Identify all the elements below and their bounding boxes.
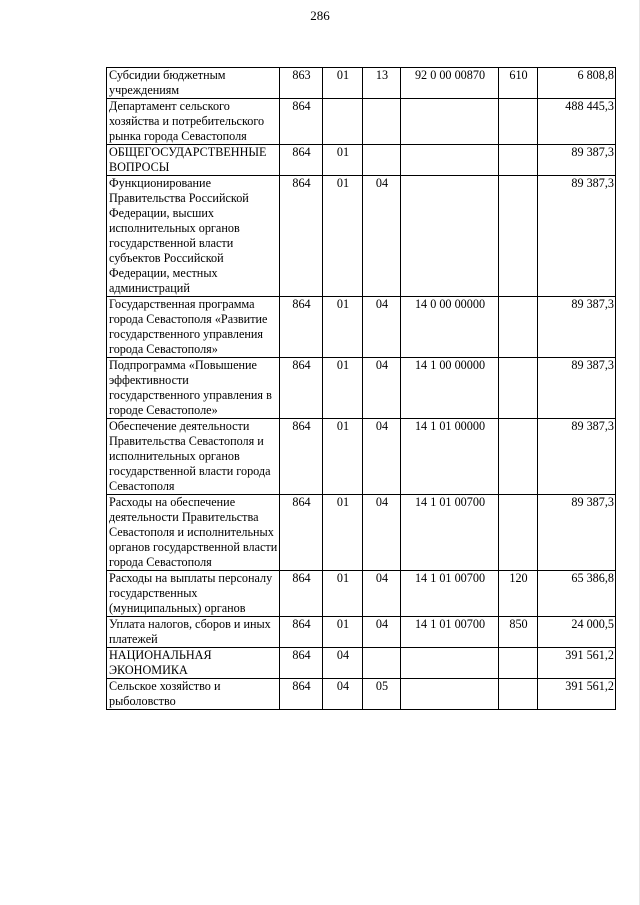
target-article-cell: 14 1 01 00700 bbox=[401, 617, 499, 648]
subsection-code-cell: 04 bbox=[363, 617, 401, 648]
amount-cell: 24 000,5 bbox=[538, 617, 616, 648]
amount-cell: 391 561,2 bbox=[538, 648, 616, 679]
ministry-code-cell: 864 bbox=[280, 358, 323, 419]
amount-cell: 89 387,3 bbox=[538, 419, 616, 495]
section-code-cell: 01 bbox=[323, 358, 363, 419]
amount-cell: 89 387,3 bbox=[538, 358, 616, 419]
budget-table bbox=[106, 67, 616, 710]
section-code-cell: 01 bbox=[323, 495, 363, 571]
expense-type-cell bbox=[499, 358, 538, 419]
table-row bbox=[107, 145, 616, 176]
row-name-cell: Субсидии бюджетным учреждениям bbox=[107, 68, 280, 99]
ministry-code-cell: 864 bbox=[280, 648, 323, 679]
row-name-cell: Государственная программа города Севастополя «Развитие государственного управления города Севастополя» bbox=[107, 297, 280, 358]
expense-type-cell bbox=[499, 648, 538, 679]
amount-cell: 89 387,3 bbox=[538, 176, 616, 297]
expense-type-cell bbox=[499, 99, 538, 145]
table-row bbox=[107, 99, 616, 145]
row-name-cell: Подпрограмма «Повышение эффективности государственного управления в городе Севастополе» bbox=[107, 358, 280, 419]
subsection-code-cell bbox=[363, 99, 401, 145]
expense-type-cell bbox=[499, 297, 538, 358]
table-row bbox=[107, 495, 616, 571]
budget-table-body bbox=[107, 68, 616, 710]
ministry-code-cell: 864 bbox=[280, 145, 323, 176]
table-row bbox=[107, 571, 616, 617]
section-code-cell: 04 bbox=[323, 648, 363, 679]
expense-type-cell bbox=[499, 495, 538, 571]
table-row bbox=[107, 617, 616, 648]
expense-type-cell bbox=[499, 176, 538, 297]
target-article-cell: 14 1 01 00700 bbox=[401, 571, 499, 617]
expense-type-cell: 610 bbox=[499, 68, 538, 99]
ministry-code-cell: 864 bbox=[280, 176, 323, 297]
page-number: 286 bbox=[310, 8, 330, 23]
row-name-cell: ОБЩЕГОСУДАРСТВЕННЫЕ ВОПРОСЫ bbox=[107, 145, 280, 176]
row-name-cell: Расходы на выплаты персоналу государственных (муниципальных) органов bbox=[107, 571, 280, 617]
row-name-cell: Обеспечение деятельности Правительства Севастополя и исполнительных органов государственной власти города Севастополя bbox=[107, 419, 280, 495]
expense-type-cell: 120 bbox=[499, 571, 538, 617]
amount-cell: 391 561,2 bbox=[538, 679, 616, 710]
table-row bbox=[107, 176, 616, 297]
table-row bbox=[107, 68, 616, 99]
ministry-code-cell: 864 bbox=[280, 419, 323, 495]
row-name-cell: Сельское хозяйство и рыболовство bbox=[107, 679, 280, 710]
section-code-cell: 04 bbox=[323, 679, 363, 710]
section-code-cell: 01 bbox=[323, 571, 363, 617]
section-code-cell: 01 bbox=[323, 68, 363, 99]
row-name-cell: Функционирование Правительства Российской Федерации, высших исполнительных органов государственной власти субъектов Российской Федерации, местных администраций bbox=[107, 176, 280, 297]
ministry-code-cell: 864 bbox=[280, 679, 323, 710]
subsection-code-cell: 04 bbox=[363, 495, 401, 571]
ministry-code-cell: 864 bbox=[280, 571, 323, 617]
section-code-cell: 01 bbox=[323, 145, 363, 176]
target-article-cell bbox=[401, 176, 499, 297]
target-article-cell bbox=[401, 679, 499, 710]
amount-cell: 89 387,3 bbox=[538, 297, 616, 358]
row-name-cell: Расходы на обеспечение деятельности Правительства Севастополя и исполнительных органов государственной власти города Севастополя bbox=[107, 495, 280, 571]
expense-type-cell bbox=[499, 419, 538, 495]
section-code-cell: 01 bbox=[323, 419, 363, 495]
expense-type-cell bbox=[499, 145, 538, 176]
amount-cell: 65 386,8 bbox=[538, 571, 616, 617]
target-article-cell: 14 0 00 00000 bbox=[401, 297, 499, 358]
row-name-cell: Уплата налогов, сборов и иных платежей bbox=[107, 617, 280, 648]
subsection-code-cell: 04 bbox=[363, 297, 401, 358]
subsection-code-cell: 04 bbox=[363, 571, 401, 617]
ministry-code-cell: 864 bbox=[280, 99, 323, 145]
table-row bbox=[107, 358, 616, 419]
subsection-code-cell bbox=[363, 648, 401, 679]
section-code-cell: 01 bbox=[323, 176, 363, 297]
amount-cell: 488 445,3 bbox=[538, 99, 616, 145]
subsection-code-cell: 13 bbox=[363, 68, 401, 99]
row-name-cell: НАЦИОНАЛЬНАЯ ЭКОНОМИКА bbox=[107, 648, 280, 679]
ministry-code-cell: 864 bbox=[280, 297, 323, 358]
subsection-code-cell bbox=[363, 145, 401, 176]
ministry-code-cell: 864 bbox=[280, 617, 323, 648]
table-row bbox=[107, 297, 616, 358]
target-article-cell: 92 0 00 00870 bbox=[401, 68, 499, 99]
amount-cell: 89 387,3 bbox=[538, 145, 616, 176]
target-article-cell: 14 1 01 00000 bbox=[401, 419, 499, 495]
target-article-cell bbox=[401, 648, 499, 679]
expense-type-cell: 850 bbox=[499, 617, 538, 648]
amount-cell: 6 808,8 bbox=[538, 68, 616, 99]
table-row bbox=[107, 648, 616, 679]
target-article-cell bbox=[401, 99, 499, 145]
section-code-cell: 01 bbox=[323, 297, 363, 358]
ministry-code-cell: 863 bbox=[280, 68, 323, 99]
row-name-cell: Департамент сельского хозяйства и потребительского рынка города Севастополя bbox=[107, 99, 280, 145]
subsection-code-cell: 04 bbox=[363, 419, 401, 495]
subsection-code-cell: 04 bbox=[363, 358, 401, 419]
subsection-code-cell: 04 bbox=[363, 176, 401, 297]
expense-type-cell bbox=[499, 679, 538, 710]
subsection-code-cell: 05 bbox=[363, 679, 401, 710]
table-row bbox=[107, 419, 616, 495]
amount-cell: 89 387,3 bbox=[538, 495, 616, 571]
ministry-code-cell: 864 bbox=[280, 495, 323, 571]
table-row bbox=[107, 679, 616, 710]
target-article-cell: 14 1 01 00700 bbox=[401, 495, 499, 571]
section-code-cell: 01 bbox=[323, 617, 363, 648]
target-article-cell: 14 1 00 00000 bbox=[401, 358, 499, 419]
section-code-cell bbox=[323, 99, 363, 145]
target-article-cell bbox=[401, 145, 499, 176]
